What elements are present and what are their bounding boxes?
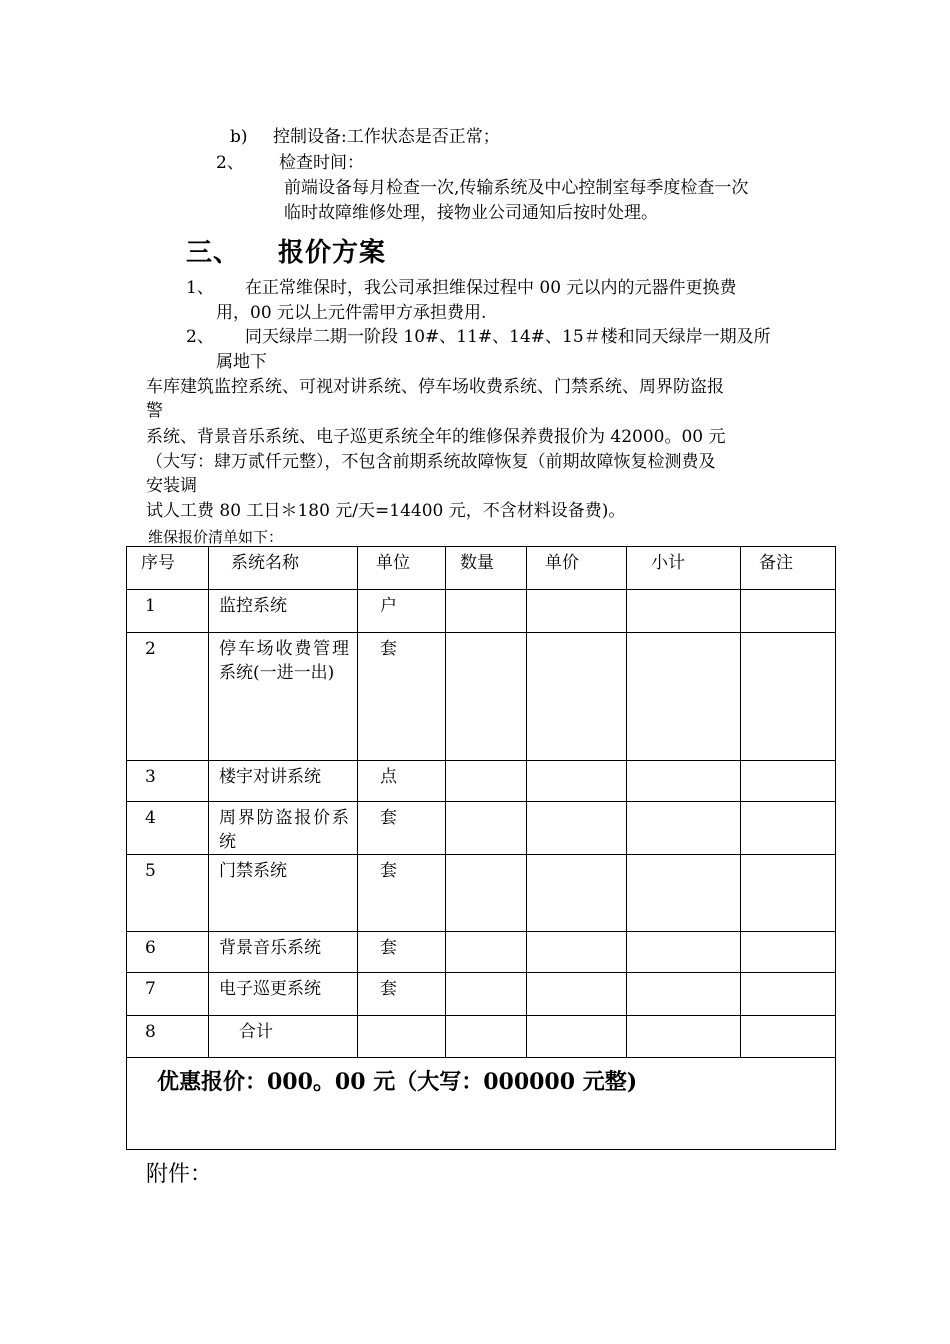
table-row-total [127,1016,836,1058]
quote-table [126,546,836,1150]
header-cell: 备注 [741,547,836,590]
row-number: 5 [127,855,209,932]
header-cell: 单位 [358,547,446,590]
row-system-name: 楼宇对讲系统 [209,761,358,802]
row-unit: 点 [358,761,446,802]
item-b-label: b) [230,127,248,147]
header-cell: 数量 [446,547,527,590]
row-unit: 套 [358,855,446,932]
check-time-line1: 前端设备每月检查一次,传输系统及中心控制室每季度检查一次 [284,178,749,198]
paragraph-line6: 试人工费 80 工日＊180 元/天=14400 元，不含材料设备费)。 [146,501,626,521]
row-system-name: 周界防盗报价系统 [209,802,358,855]
table-row [127,761,836,802]
item-2-label: 2、 [216,153,244,173]
row-unit: 套 [358,802,446,855]
table-row [127,855,836,932]
row-number: 1 [127,590,209,633]
row-system-name: 停车场收费管理系统(一进一出) [209,633,358,761]
heading-title: 报价方案 [278,238,387,268]
promo-price: 优惠报价：000。00 元（大写：000000 元整) [127,1058,836,1150]
header-cell: 单价 [527,547,627,590]
row-number: 6 [127,932,209,973]
heading-number: 三、 [186,238,241,268]
row-number: 8 [127,1016,209,1058]
row-unit: 套 [358,932,446,973]
header-cell: 系统名称 [209,547,358,590]
row-number: 2 [127,633,209,761]
quote-item-1-label: 1、 [186,278,214,298]
row-unit: 户 [358,590,446,633]
table-row [127,633,836,761]
item-b-text: 控制设备:工作状态是否正常； [273,127,500,147]
row-number: 4 [127,802,209,855]
row-number: 3 [127,761,209,802]
paragraph-line2: 警 [146,401,163,421]
quote-item-2-line1: 同天绿岸二期一阶段 10#、11#、14#、15＃楼和同天绿岸一期及所 [245,327,771,347]
paragraph-line4: （大写：肆万贰仟元整），不包含前期系统故障恢复（前期故障恢复检测费及 [146,452,716,472]
quote-item-2-line2: 属地下 [216,352,267,372]
row-unit [358,1016,446,1058]
row-system-name: 监控系统 [209,590,358,633]
quote-item-2-label: 2、 [186,327,214,347]
table-row [127,802,836,855]
paragraph-line3: 系统、背景音乐系统、电子巡更系统全年的维修保养费报价为 42000。00 元 [146,427,726,447]
row-unit: 套 [358,633,446,761]
row-number: 7 [127,973,209,1016]
table-row [127,932,836,973]
item-2-text: 检查时间： [279,153,364,173]
quote-item-1-line1: 在正常维保时，我公司承担维保过程中 00 元以内的元器件更换费 [245,278,737,298]
table-header-row [127,547,836,590]
table-row [127,590,836,633]
paragraph-line5: 安装调 [146,476,197,496]
table-row [127,973,836,1016]
table-caption: 维保报价清单如下： [148,528,284,546]
header-cell: 小计 [627,547,741,590]
check-time-line2: 临时故障维修处理，接物业公司通知后按时处理。 [284,203,658,223]
row-system-name: 合计 [209,1016,358,1058]
promo-row [127,1058,836,1150]
row-system-name: 背景音乐系统 [209,932,358,973]
attachment-label: 附件： [146,1162,213,1187]
row-unit: 套 [358,973,446,1016]
row-system-name: 门禁系统 [209,855,358,932]
header-cell: 序号 [127,547,209,590]
row-system-name: 电子巡更系统 [209,973,358,1016]
quote-item-1-line2: 用，00 元以上元件需甲方承担费用. [216,303,487,323]
paragraph-line1: 车库建筑监控系统、可视对讲系统、停车场收费系统、门禁系统、周界防盗报 [146,377,724,397]
